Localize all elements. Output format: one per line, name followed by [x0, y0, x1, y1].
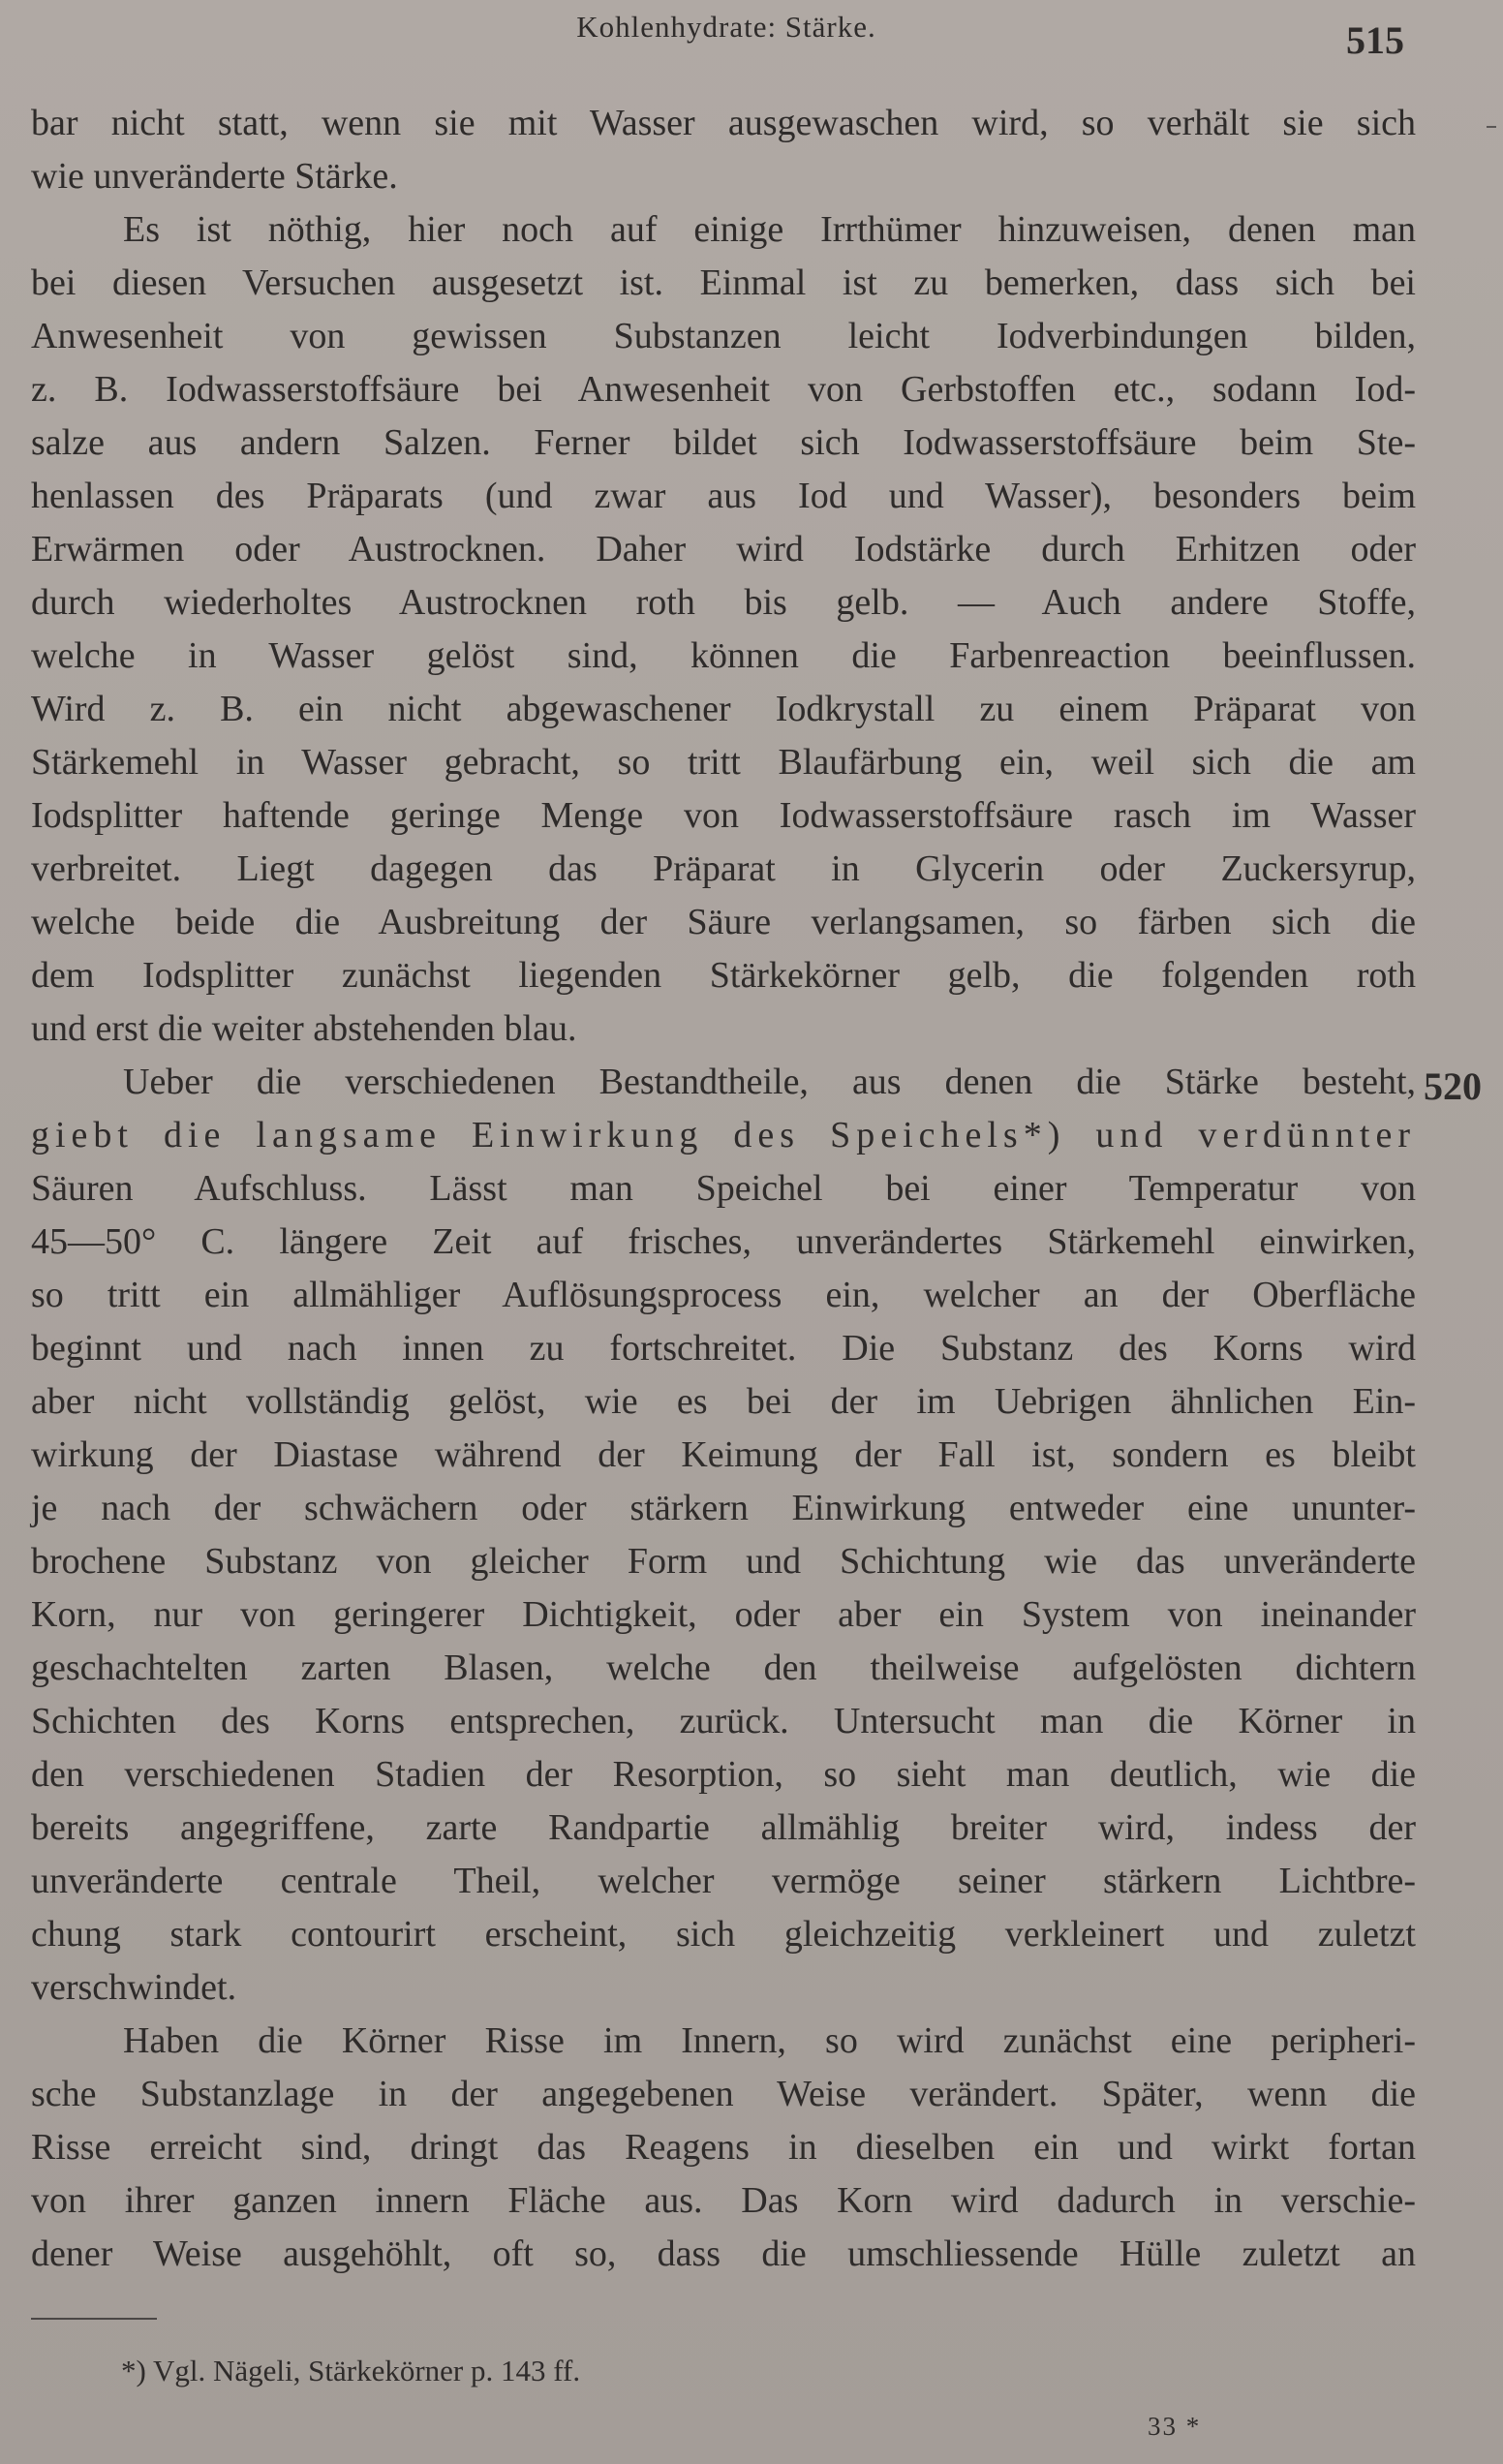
text-line: brochene Substanz von gleicher Form und Schichtung wie das unveränderte [31, 1541, 1416, 1582]
footnote: *) Vgl. Nägeli, Stärkekörner p. 143 ff. [121, 2354, 581, 2387]
text-line: Wird z. B. ein nicht abgewaschener Iodkrystall zu einem Präparat von [31, 689, 1416, 729]
edge-mark [1487, 126, 1496, 128]
text-line: verschwindet. [31, 1967, 237, 2008]
text-line: Ueber die verschiedenen Bestandtheile, aus denen die Stärke besteht, [123, 1062, 1416, 1102]
text-line: bar nicht statt, wenn sie mit Wasser ausgewaschen wird, so verhält sie sich [31, 103, 1416, 143]
text-line: beginnt und nach innen zu fortschreitet. Die Substanz des Korns wird [31, 1328, 1416, 1369]
text-line: unveränderte centrale Theil, welcher vermöge seiner stärkern Lichtbre- [31, 1861, 1416, 1901]
text-line: salze aus andern Salzen. Ferner bildet sich Iodwasserstoffsäure beim Ste- [31, 422, 1416, 463]
page-number: 515 [1346, 18, 1404, 62]
text-line: so tritt ein allmähliger Auflösungsprocess ein, welcher an der Oberfläche [31, 1275, 1416, 1315]
text-line: Es ist nöthig, hier noch auf einige Irrthümer hinzuweisen, denen man [123, 209, 1416, 250]
text-line: verbreitet. Liegt dagegen das Präparat in Glycerin oder Zuckersyrup, [31, 848, 1416, 889]
text-line: wie unveränderte Stärke. [31, 156, 398, 197]
text-line: geschachtelten zarten Blasen, welche den theilweise aufgelösten dichtern [31, 1648, 1416, 1688]
margin-number: 520 [1424, 1064, 1482, 1108]
text-line: Säuren Aufschluss. Lässt man Speichel bei einer Temperatur von [31, 1168, 1416, 1209]
text-line: chung stark contourirt erscheint, sich gleichzeitig verkleinert und zuletzt [31, 1914, 1416, 1955]
text-line: und erst die weiter abstehenden blau. [31, 1008, 577, 1049]
text-line: Risse erreicht sind, dringt das Reagens in dieselben ein und wirkt fortan [31, 2127, 1416, 2168]
text-line: von ihrer ganzen innern Fläche aus. Das Korn wird dadurch in verschie- [31, 2180, 1416, 2221]
text-line: welche beide die Ausbreitung der Säure verlangsamen, so färben sich die [31, 902, 1416, 942]
text-line: Korn, nur von geringerer Dichtigkeit, oder aber ein System von ineinander [31, 1594, 1416, 1635]
text-line: z. B. Iodwasserstoffsäure bei Anwesenheit von Gerbstoffen etc., sodann Iod- [31, 369, 1416, 410]
text-line: bei diesen Versuchen ausgesetzt ist. Einmal ist zu bemerken, dass sich bei [31, 262, 1416, 303]
text-line: dener Weise ausgehöhlt, oft so, dass die umschliessende Hülle zuletzt an [31, 2233, 1416, 2274]
text-line: durch wiederholtes Austrocknen roth bis gelb. — Auch andere Stoffe, [31, 582, 1416, 623]
text-line: Iodsplitter haftende geringe Menge von Iodwasserstoffsäure rasch im Wasser [31, 795, 1416, 836]
text-line: welche in Wasser gelöst sind, können die Farbenreaction beeinflussen. [31, 635, 1416, 676]
text-line: je nach der schwächern oder stärkern Einwirkung entweder eine ununter- [31, 1488, 1416, 1528]
text-line: den verschiedenen Stadien der Resorption, so sieht man deutlich, wie die [31, 1754, 1416, 1795]
text-line: Stärkemehl in Wasser gebracht, so tritt Blaufärbung ein, weil sich die am [31, 742, 1416, 783]
footnote-rule [31, 2318, 157, 2320]
text-line: Schichten des Korns entsprechen, zurück. Untersucht man die Körner in [31, 1701, 1416, 1741]
text-line: Haben die Körner Risse im Innern, so wird zunächst eine peripheri- [123, 2020, 1416, 2061]
body-text [31, 97, 1416, 2281]
text-line: bereits angegriffene, zarte Randpartie allmählig breiter wird, indess der [31, 1807, 1416, 1848]
text-line: 45—50° C. längere Zeit auf frisches, unverändertes Stärkemehl einwirken, [31, 1221, 1416, 1262]
text-line: henlassen des Präparats (und zwar aus Iod und Wasser), besonders beim [31, 476, 1416, 516]
text-line: wirkung der Diastase während der Keimung der Fall ist, sondern es bleibt [31, 1434, 1416, 1475]
signature-mark: 33 * [1148, 2412, 1202, 2441]
running-title: Kohlenhydrate: Stärke. [576, 10, 876, 44]
text-line: sche Substanzlage in der angegebenen Weise verändert. Später, wenn die [31, 2074, 1416, 2114]
text-line: Anwesenheit von gewissen Substanzen leicht Iodverbindungen bilden, [31, 316, 1416, 356]
text-line: giebt die langsame Einwirkung des Speichels*) und verdünnter [31, 1115, 1416, 1155]
text-line: aber nicht vollständig gelöst, wie es bei der im Uebrigen ähnlichen Ein- [31, 1381, 1416, 1422]
text-line: dem Iodsplitter zunächst liegenden Stärkekörner gelb, die folgenden roth [31, 955, 1416, 996]
text-line: Erwärmen oder Austrocknen. Daher wird Iodstärke durch Erhitzen oder [31, 529, 1416, 570]
